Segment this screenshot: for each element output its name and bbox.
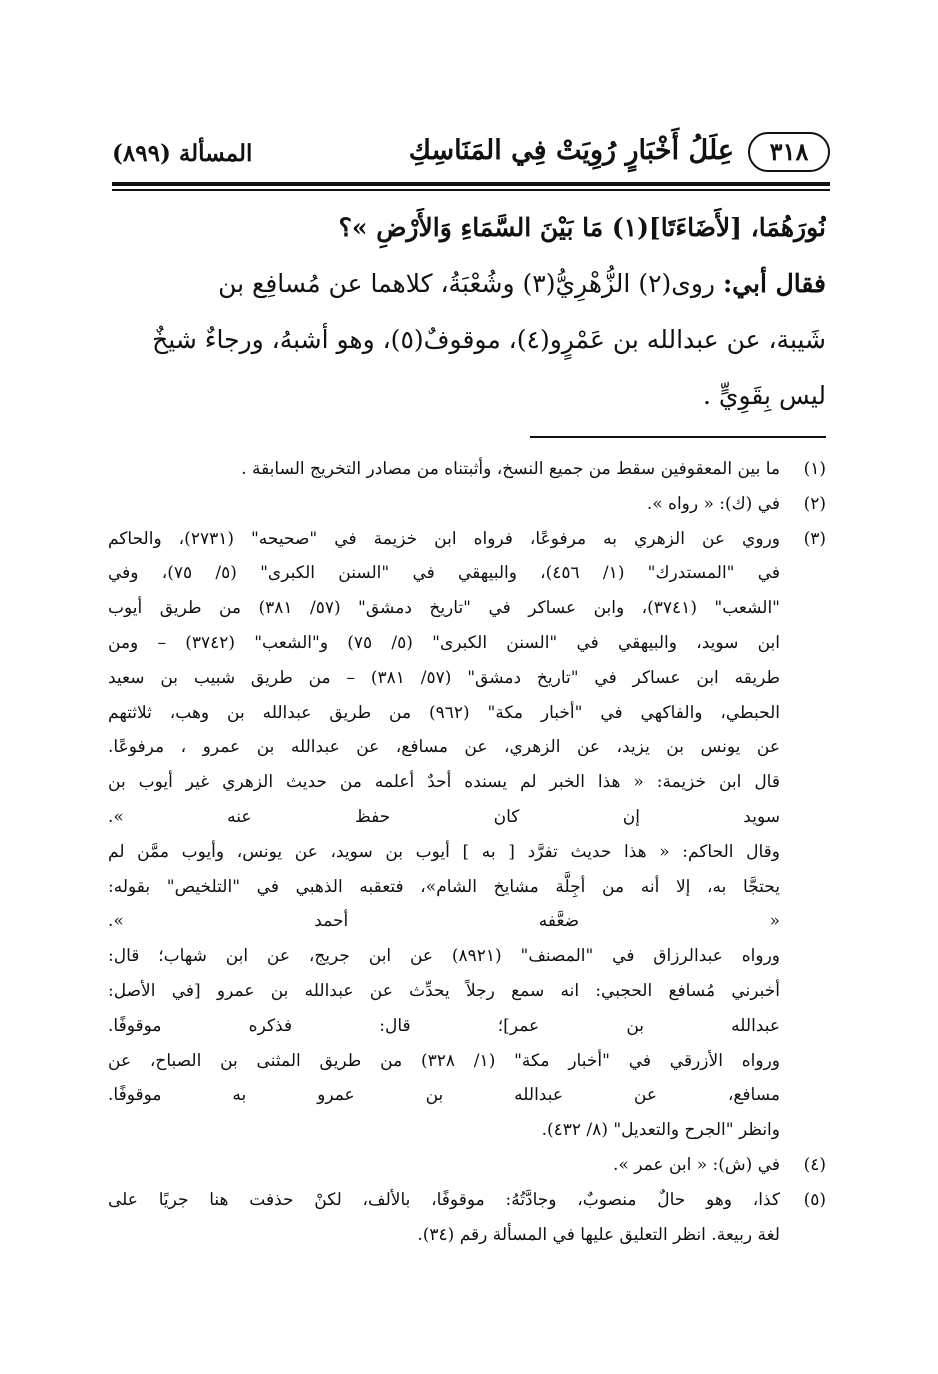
footnote-number: (٥) [803, 1189, 826, 1210]
footnotes [108, 452, 826, 1252]
footnote-line: عن يونس بن يزيد، عن الزهري، عن مسافع، عن عبدالله بن عمرو ، مرفوعًا. [108, 737, 780, 758]
main-line-3: شَيبة، عن عبدالله بن عَمْرٍو(٤)، موقوفٌ(٥)، وهو أشبهُ، ورجاءٌ شيخٌ [152, 325, 826, 354]
footnote [108, 522, 826, 1148]
footnote-line: مسافع، عن عبدالله بن عمرو به موقوفًا. [108, 1085, 780, 1106]
footnote-line: « ضعَّفه أحمد ». [108, 911, 780, 932]
footnote-line: وروي عن الزهري به مرفوعًا، فرواه ابن خزيمة في "صحيحه" (٢٧٣١)، والحاكم [108, 528, 780, 549]
footnote-line: وقال الحاكم: « هذا حديث تفرَّد [ به ] أيوب بن سويد، عن يونس، وأيوب ممَّن لم [108, 841, 780, 862]
main-line-4: ليس بِقَوِيٍّ . [703, 381, 826, 410]
footnote-separator [530, 436, 826, 438]
footnote-line: كذا، وهو حالٌ منصوبٌ، وجادَّتُهُ: موقوفًا، بالألف، لكنْ حذفت هنا جريًا على [108, 1189, 780, 1210]
footnote-line: ابن سويد، والبيهقي في "السنن الكبرى" (٥/ ٧٥) و"الشعب" (٣٧٤٢) – ومن [108, 632, 780, 653]
footnote [108, 487, 826, 522]
footnote [108, 1183, 826, 1253]
footnote-line: في "المستدرك" (١/ ٤٥٦)، والبيهقي في "السنن الكبرى" (٥/ ٧٥)، وفي [108, 563, 780, 584]
footnote-line: أخبرني مُسافع الحجبي: انه سمع رجلاً يحدِّث عن عبدالله بن عمرو [في الأصل: [108, 980, 780, 1001]
issue-label: المسألة (٨٩٩) [112, 140, 253, 167]
footnote-line: يحتجَّا به، إلا أنه من أجِلَّة مشايخ الشام»، فتعقبه الذهبي في "التلخيص" بقوله: [108, 876, 780, 897]
footnote-line: ما بين المعقوفين سقط من جميع النسخ، وأثبتناه من مصادر التخريج السابقة . [241, 459, 780, 479]
book-title: عِلَلُ أَخْبَارٍ رُوِيَتْ فِي المَنَاسِكِ [408, 135, 734, 166]
footnote-line: وانظر "الجرح والتعديل" (٨/ ٤٣٢). [541, 1120, 780, 1141]
footnote-line: لغة ربيعة. انظر التعليق عليها في المسألة رقم (٣٤). [417, 1224, 780, 1245]
footnote [108, 1148, 826, 1183]
footnote [108, 452, 826, 487]
footnote-number: (٤) [803, 1154, 826, 1175]
footnote-line: في (ك): « رواه ». [646, 493, 780, 514]
main-line-2-text: روى(٢) الزُّهْرِيُّ(٣) وشُعْبَةُ، كلاهما عن مُسافِع بن [218, 269, 723, 298]
footnote-line: سويد إن كان حفظ عنه ». [108, 806, 780, 827]
main-line-2 [108, 256, 826, 312]
footnote-line: طريقه ابن عساكر في "تاريخ دمشق" (٥٧/ ٣٨١) – من طريق شبيب بن سعيد [108, 667, 780, 688]
header-rule-thick [112, 182, 830, 186]
main-text [108, 200, 826, 424]
footnote-line: عبدالله بن عمر]؛ قال: فذكره موقوفًا. [108, 1015, 780, 1036]
footnote-line: ورواه عبدالرزاق في "المصنف" (٨٩٢١) عن ابن جريج، عن ابن شهاب؛ قال: [108, 946, 780, 967]
main-line-1: نُورَهُمَا، [لأَضَاءَتَا](١) مَا بَيْنَ السَّمَاءِ وَالأَرْضِ »؟ [338, 213, 826, 242]
page-header [112, 128, 830, 178]
footnote-number: (٣) [803, 528, 826, 549]
page-number-badge: ٣١٨ [748, 132, 830, 172]
footnote-line: الحبطي، والفاكهي في "أخبار مكة" (٩٦٢) من طريق عبدالله بن وهب، ثلاثتهم [108, 702, 780, 723]
speaker-label: فقال أبي: [722, 269, 826, 298]
footnote-line: ورواه الأزرقي في "أخبار مكة" (١/ ٣٢٨) من طريق المثنى بن الصباح، عن [108, 1050, 780, 1071]
footnote-line: "الشعب" (٣٧٤١)، وابن عساكر في "تاريخ دمشق" (٥٧/ ٣٨١) من طريق أيوب [108, 598, 780, 619]
footnote-number: (١) [803, 459, 826, 479]
footnote-line: في (ش): « ابن عمر ». [612, 1154, 780, 1175]
footnote-number: (٢) [803, 493, 826, 514]
header-rule-thin [112, 189, 830, 191]
footnote-line: قال ابن خزيمة: « هذا الخبر لم يسنده أحدٌ أعلمه من حديث الزهري غير أيوب بن [108, 772, 780, 793]
